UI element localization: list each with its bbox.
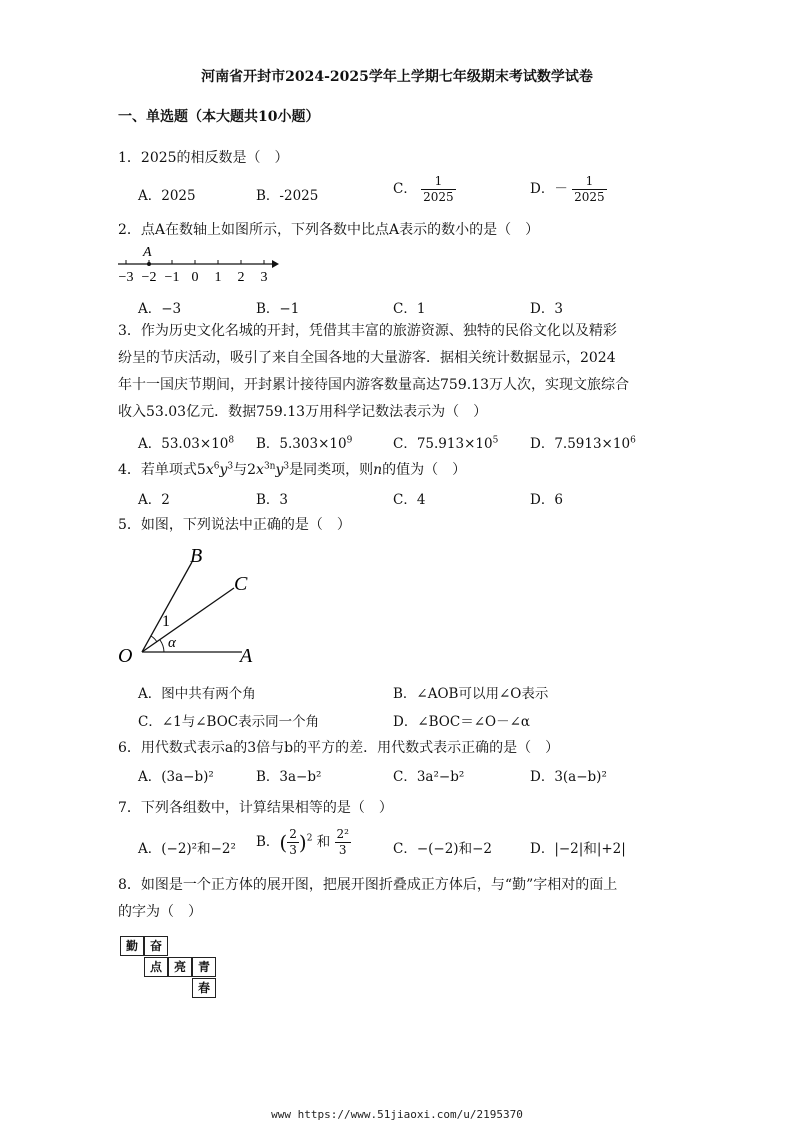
- q6-option-a: A．(3a−b)²: [138, 769, 214, 785]
- section-heading: 一、单选题（本大题共10小题）: [118, 109, 320, 125]
- q1-c-den: 2025: [423, 190, 454, 204]
- label-a: A: [240, 645, 253, 667]
- q7-b2-num: 2²: [336, 827, 349, 841]
- q4-x2: x: [256, 462, 264, 478]
- number-line-tick-label: −1: [164, 270, 180, 285]
- q4-option-a: A．2: [138, 492, 170, 508]
- q4-mid: 与2: [233, 462, 257, 478]
- cube-face-2: 奋: [144, 936, 168, 956]
- q3-a-exp: 8: [228, 435, 235, 446]
- q1-option-c: [393, 174, 456, 205]
- q1-d-num: 1: [572, 174, 607, 190]
- q2-option-d: D．3: [530, 301, 563, 317]
- q1-option-d-fraction: [572, 174, 607, 205]
- label-b: B: [190, 545, 203, 567]
- q7-b2-den: 3: [338, 843, 347, 857]
- q4-e4: 3: [283, 461, 290, 472]
- q7-b-fraction-2: [335, 827, 351, 858]
- q3-d-base: D．7.5913×10: [530, 436, 631, 452]
- number-line-tick-label: 0: [191, 270, 199, 285]
- q3-text: [118, 318, 678, 426]
- footer-watermark-url: www https://www.51jiaoxi.com/u/2195370: [271, 1108, 523, 1121]
- number-line-figure: [116, 244, 281, 288]
- label-alpha: α: [168, 635, 176, 651]
- q1-option-c-label: C．: [393, 181, 417, 197]
- q5-option-c: C．∠1与∠BOC表示同一个角: [138, 714, 320, 730]
- q1-option-c-fraction: [421, 174, 456, 205]
- ray-ob: [142, 562, 192, 652]
- angle-figure: [112, 540, 272, 670]
- q7-option-a: A．(−2)²和−2²: [138, 841, 236, 857]
- cube-face-3: 点: [144, 957, 168, 977]
- q1-option-a: A．2025: [138, 188, 196, 204]
- q6-option-b: B．3a−b²: [256, 769, 322, 785]
- q3-d-exp: 6: [630, 435, 636, 446]
- q4-option-d: D．6: [530, 492, 563, 508]
- q4-e1: 6: [213, 461, 220, 472]
- q4-y2: y: [275, 462, 284, 478]
- q7-b-mid: 和: [316, 834, 331, 850]
- cube-face-5: 青: [192, 957, 216, 977]
- q3-option-c: [393, 432, 498, 452]
- q3-line-2: 纷呈的节庆活动，吸引了来自全国各地的大量游客．据相关统计数据显示，2024: [118, 350, 616, 366]
- cube-face-1: 勤: [120, 936, 144, 956]
- q1-d-den: 2025: [574, 190, 605, 204]
- q7-b-num: 2: [289, 827, 297, 841]
- q5-option-d: D．∠BOC＝∠O－∠α: [393, 714, 531, 730]
- q3-line-3: 年十一国庆节期间，开封累计接待国内游客数量高达759.13万人次，实现文旅综合: [118, 377, 629, 393]
- q4-tail: 的值为（ ）: [382, 462, 467, 478]
- number-line-tick-label: −2: [141, 270, 157, 285]
- q7-b-label: B．: [256, 834, 280, 850]
- q6-option-c: C．3a²−b²: [393, 769, 465, 785]
- q1-option-d-label: D．－: [530, 181, 568, 197]
- q4-n: n: [373, 462, 383, 478]
- q3-option-a: [138, 432, 234, 452]
- q1-stem: 1．2025的相反数是（ ）: [118, 150, 289, 166]
- number-line-tick-label: −3: [118, 270, 134, 285]
- q1-option-d: [530, 174, 607, 205]
- arc-alpha: [160, 640, 164, 652]
- q2-stem: 2．点A在数轴上如图所示，下列各数中比点A表示的数小的是（ ）: [118, 222, 540, 238]
- q3-line-1: 3．作为历史文化名城的开封，凭借其丰富的旅游资源、独特的民俗文化以及精彩: [118, 323, 617, 339]
- q8-text: [118, 872, 678, 926]
- q3-b-base: B．5.303×10: [256, 436, 347, 452]
- q3-option-d: [530, 432, 636, 452]
- q4-option-c: C．4: [393, 492, 426, 508]
- q2-option-c: C．1: [393, 301, 426, 317]
- q6-stem: 6．用代数式表示a的3倍与b的平方的差．用代数式表示正确的是（ ）: [118, 740, 560, 756]
- q8-line-2: 的字为（ ）: [118, 904, 202, 920]
- q4-pre: 4．若单项式5: [118, 462, 206, 478]
- cube-net-figure: [118, 936, 228, 1006]
- number-line-tick-label: 3: [260, 270, 268, 285]
- label-c: C: [234, 573, 248, 595]
- q8-line-1: 8．如图是一个正方体的展开图，把展开图折叠成正方体后，与“勤”字相对的面上: [118, 877, 618, 893]
- number-line-arrow: [272, 260, 279, 268]
- q5-option-b: B．∠AOB可以用∠O表示: [393, 686, 549, 702]
- q4-stem: [118, 459, 466, 479]
- label-o: O: [118, 645, 133, 667]
- label-one: 1: [162, 613, 170, 630]
- cube-face-4: 亮: [168, 957, 192, 977]
- q1-option-b: B．-2025: [256, 188, 319, 204]
- q3-a-base: A．53.03×10: [138, 436, 229, 452]
- q3-option-b: [256, 432, 352, 452]
- q7-b-fraction-1: [287, 827, 299, 858]
- q4-e3: 3n: [263, 461, 276, 472]
- q2-option-b: B．−1: [256, 301, 300, 317]
- q7-option-d: D．|−2|和|+2|: [530, 841, 626, 857]
- ray-oc: [142, 588, 234, 652]
- q4-e2: 3: [227, 461, 234, 472]
- number-line-tick-label: 2: [237, 270, 245, 285]
- q1-c-num: 1: [421, 174, 456, 190]
- q7-b-den: 3: [289, 843, 297, 857]
- q4-option-b: B．3: [256, 492, 289, 508]
- page-title: 河南省开封市2024-2025学年上学期七年级期末考试数学试卷: [201, 69, 593, 85]
- q4-x1: x: [205, 462, 214, 478]
- q4-post: 是同类项，则: [289, 462, 374, 478]
- q3-line-4: 收入53.03亿元．数据759.13万用科学记数法表示为（ ）: [118, 404, 488, 420]
- cube-face-6: 春: [192, 978, 216, 998]
- q3-b-exp: 9: [346, 435, 353, 446]
- q4-y1: y: [219, 462, 228, 478]
- q7-option-b: B．( $\frac{2}{3}$ )$^2$ 和 $\frac{\text{2²}}{3}$: [256, 827, 349, 857]
- number-line-tick-label: 1: [214, 270, 222, 285]
- point-a-label: A: [143, 245, 152, 260]
- q3-c-exp: 5: [492, 435, 499, 446]
- q5-option-a: A．图中共有两个角: [138, 686, 256, 702]
- q6-option-d: D．3(a−b)²: [530, 769, 607, 785]
- q2-option-a: A．−3: [138, 301, 182, 317]
- q5-stem: 5．如图，下列说法中正确的是（ ）: [118, 517, 351, 533]
- q3-c-base: C．75.913×10: [393, 436, 493, 452]
- point-a-dot: [147, 262, 151, 266]
- q7-option-c: C．−(−2)和−2: [393, 841, 492, 857]
- arc-one: [151, 636, 157, 642]
- q7-stem: 7．下列各组数中，计算结果相等的是（ ）: [118, 800, 393, 816]
